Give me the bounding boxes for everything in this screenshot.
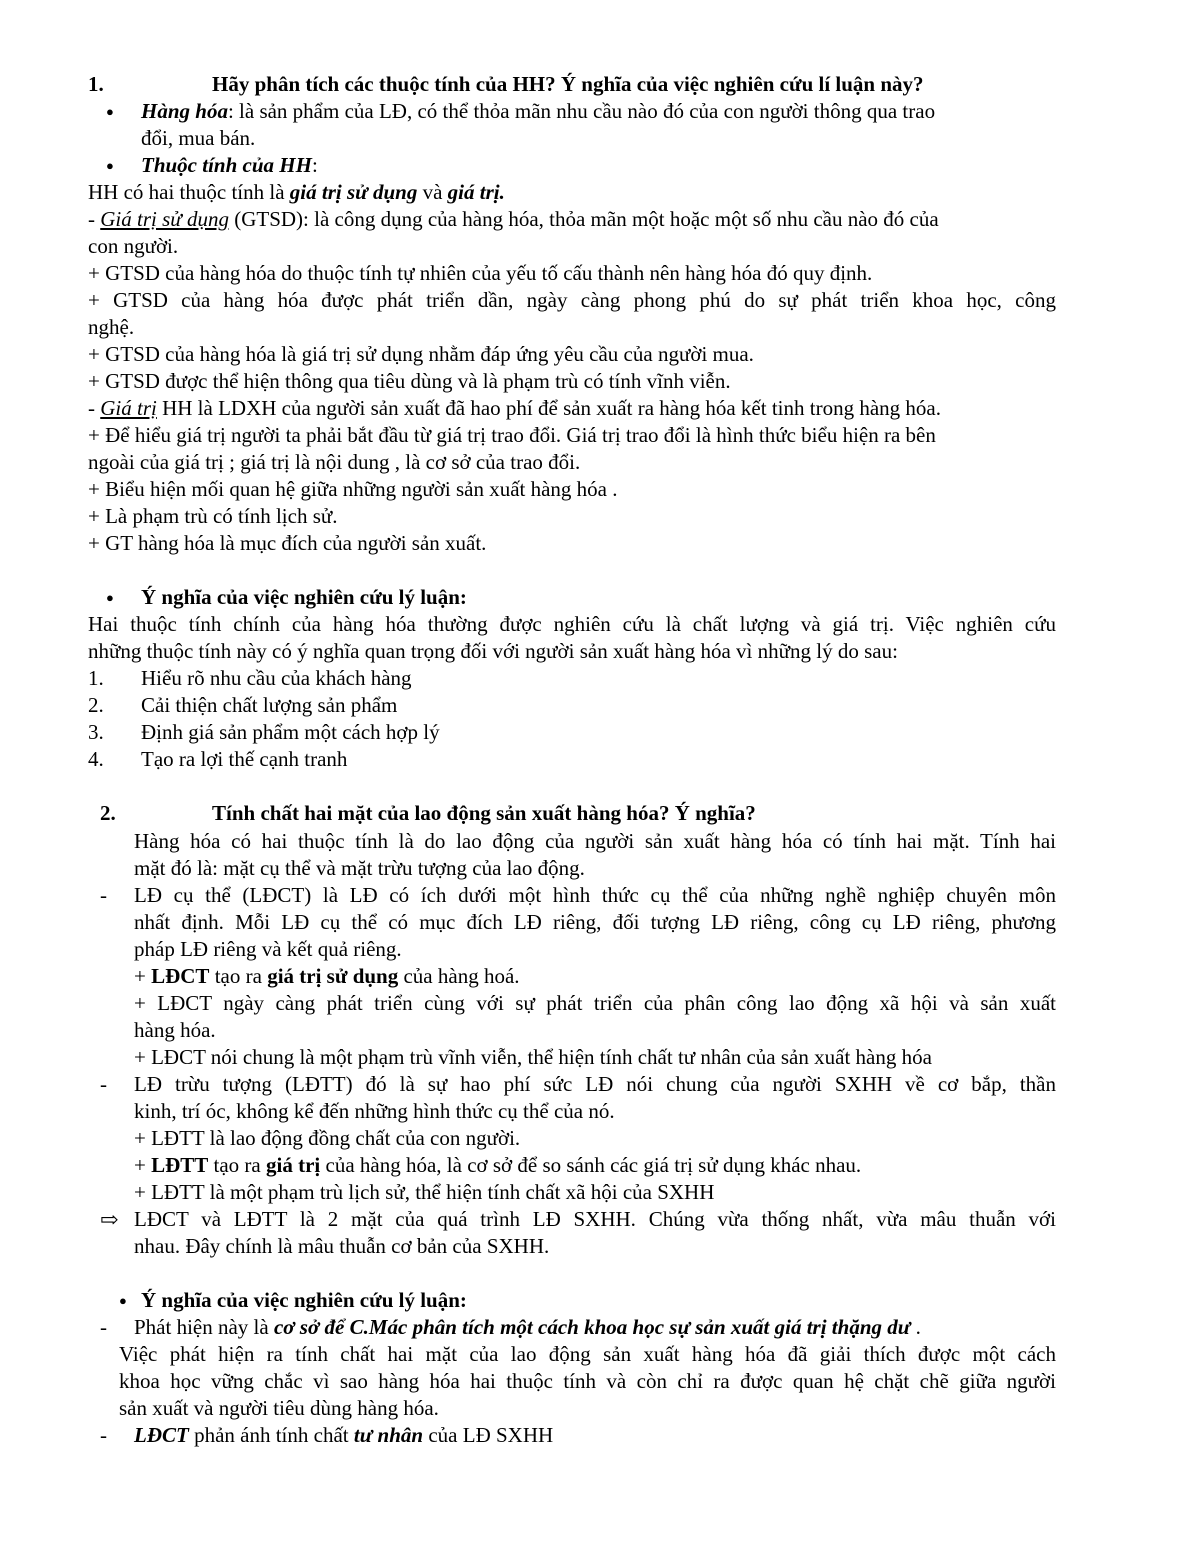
ldct-point: + LĐCT ngày càng phát triển cùng với sự phát triển của phân công lao động xã hội và sản xuất [134,991,1056,1015]
ldct-definition: LĐ cụ thể (LĐCT) là LĐ có ích dưới một hình thức cụ thể của những nghề nghiệp chuyên môn [134,883,1056,907]
conclusion-text: LĐCT và LĐTT là 2 mặt của quá trình LĐ SXHH. Chúng vừa thống nhất, vừa mâu thuẫn với [134,1207,1056,1231]
meaning-text: Việc phát hiện ra tính chất hai mặt của lao động sản xuất hàng hóa đã giải thích được một cách [119,1342,1056,1366]
ldct-definition: nhất định. Mỗi LĐ cụ thể có mục đích LĐ riêng, đối tượng LĐ riêng, công cụ LĐ riêng, phương [134,910,1056,934]
gtsd-point: + GTSD của hàng hóa được phát triển dần, ngày càng phong phú do sự phát triển khoa học, công [88,288,1056,312]
thuoctinh-heading: Thuộc tính của HH: [141,153,318,177]
conclusion-text: nhau. Đây chính là mâu thuẫn cơ bản của SXHH. [134,1234,550,1258]
hanghoa-definition [141,98,935,125]
bullet-icon: ● [106,104,114,119]
gt-point: + Để hiểu giá trị người ta phải bắt đầu từ giá trị trao đổi. Giá trị trao đổi là hình thức biểu hiện ra bên [88,423,936,447]
meaning-point: LĐCT phản ánh tính chất tư nhân của LĐ SXHH [134,1423,554,1447]
gt-definition: - Giá trị HH là LDXH của người sản xuất đã hao phí để sản xuất ra hàng hóa kết tinh trong hàng hóa. [88,396,941,420]
ldct-point: + LĐCT nói chung là một phạm trù vĩnh viễn, thể hiện tính chất tư nhân của sản xuất hàng hóa [134,1045,932,1069]
hanghoa-def-line2: đổi, mua bán. [141,126,256,150]
hanghoa-def-line1: : là sản phẩm của LĐ, có thể thỏa mãn nhu cầu nào đó của con người thông qua trao [227,99,936,123]
reason-item: Cải thiện chất lượng sản phẩm [141,693,398,717]
bullet-icon: ● [106,158,114,173]
reason-number: 4. [88,747,104,771]
section1-title: Hãy phân tích các thuộc tính của HH? Ý nghĩa của việc nghiên cứu lí luận này? [212,72,924,96]
bullet-icon: ● [106,590,114,605]
meaning-heading: Ý nghĩa của việc nghiên cứu lý luận: [141,585,467,609]
section2-number: 2. [100,801,116,825]
ldtt-point: + LĐTT là một phạm trù lịch sử, thể hiện tính chất xã hội của SXHH [134,1180,715,1204]
section2-title: Tính chất hai mặt của lao động sản xuất hàng hóa? Ý nghĩa? [212,801,756,825]
meaning-text: khoa học vững chắc vì sao hàng hóa hai thuộc tính và còn chỉ ra được quan hệ chặt chẽ giữa người [119,1369,1056,1393]
gtsd-point: nghệ. [88,315,135,339]
gt-point: + Biểu hiện mối quan hệ giữa những người sản xuất hàng hóa . [88,477,618,501]
section2-intro: Hàng hóa có hai thuộc tính là do lao động của người sản xuất hàng hóa có tính hai mặt. Tính hai [134,829,1056,853]
gtsd-point: + GTSD được thể hiện thông qua tiêu dùng và là phạm trù có tính vĩnh viễn. [88,369,731,393]
meaning-text: Hai thuộc tính chính của hàng hóa thường được nghiên cứu là chất lượng và giá trị. Việc nghiên cứu [88,612,1056,636]
bullet-icon: ● [119,1293,127,1308]
section1-number: 1. [88,72,104,96]
ldtt-point: + LĐTT tạo ra giá trị của hàng hóa, là cơ sở để so sánh các giá trị sử dụng khác nhau. [134,1153,862,1177]
dash-marker: - [100,1315,107,1339]
ldct-point: hàng hóa. [134,1018,216,1042]
arrow-right-icon: ⇨ [100,1207,119,1232]
ldtt-definition: LĐ trừu tượng (LĐTT) đó là sự hao phí sức LĐ nói chung của người SXHH về cơ bắp, thần [134,1072,1056,1096]
dash-marker: - [100,883,107,907]
properties-intro: HH có hai thuộc tính là giá trị sử dụng và giá trị. [88,180,505,204]
gtsd-point: + GTSD của hàng hóa là giá trị sử dụng nhằm đáp ứng yêu cầu của người mua. [88,342,754,366]
reason-number: 2. [88,693,104,717]
section2-intro: mặt đó là: mặt cụ thể và mặt trừu tượng của lao động. [134,856,585,880]
reason-item: Định giá sản phẩm một cách hợp lý [141,720,440,744]
gt-point: + GT hàng hóa là mục đích của người sản xuất. [88,531,487,555]
gtsd-definition-line2: con người. [88,234,179,258]
reason-number: 1. [88,666,104,690]
reason-number: 3. [88,720,104,744]
gt-point: ngoài của giá trị ; giá trị là nội dung , là cơ sở của trao đổi. [88,450,581,474]
gt-point: + Là phạm trù có tính lịch sử. [88,504,338,528]
reason-item: Hiểu rõ nhu cầu của khách hàng [141,666,412,690]
dash-marker: - [100,1423,107,1447]
meaning-heading: Ý nghĩa của việc nghiên cứu lý luận: [141,1288,467,1312]
meaning-text: sản xuất và người tiêu dùng hàng hóa. [119,1396,439,1420]
ldtt-definition: kinh, trí óc, không kể đến những hình thức cụ thể của nó. [134,1099,615,1123]
ldtt-point: + LĐTT là lao động đồng chất của con người. [134,1126,521,1150]
meaning-point: Phát hiện này là cơ sở để C.Mác phân tích một cách khoa học sự sản xuất giá trị thặng dư . [134,1315,921,1339]
gtsd-point: + GTSD của hàng hóa do thuộc tính tự nhiên của yếu tố cấu thành nên hàng hóa đó quy định. [88,261,873,285]
gtsd-definition: - Giá trị sử dụng (GTSD): là công dụng của hàng hóa, thỏa mãn một hoặc một số nhu cầu nào đó của [88,207,939,231]
dash-marker: - [100,1072,107,1096]
hanghoa-term: Hàng hóa [141,99,228,123]
meaning-text: những thuộc tính này có ý nghĩa quan trọng đối với người sản xuất hàng hóa vì những lý do sau: [88,639,898,663]
gtsd-term: giá trị sử dụng [289,180,418,204]
reason-item: Tạo ra lợi thế cạnh tranh [141,747,348,771]
ldct-point: + LĐCT tạo ra giá trị sử dụng của hàng hoá. [134,964,520,988]
gt-term: giá trị. [447,180,505,204]
ldct-definition: pháp LĐ riêng và kết quả riêng. [134,937,402,961]
